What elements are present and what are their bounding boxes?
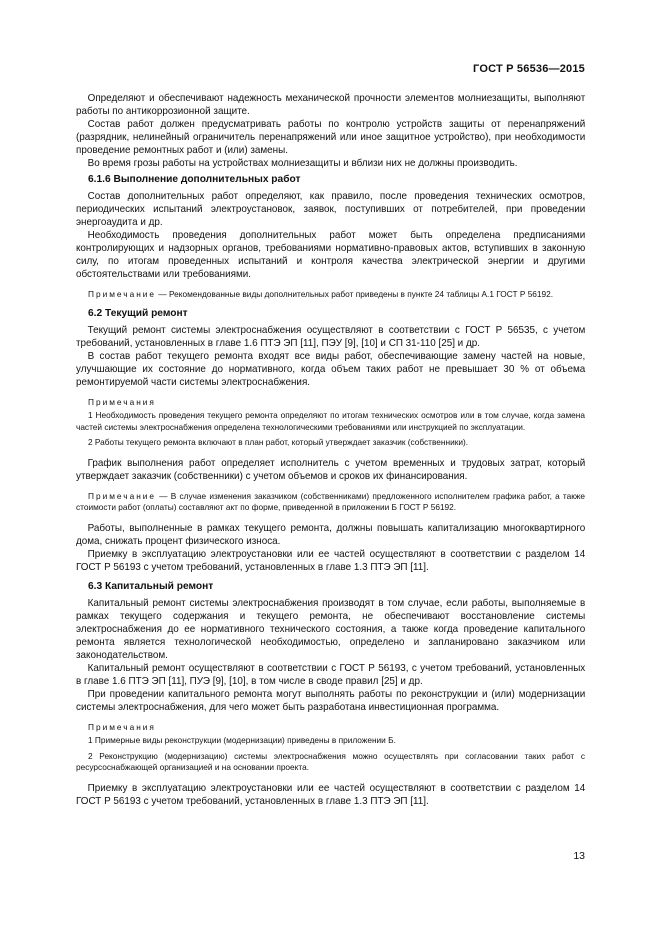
note-item: 2 Реконструкцию (модернизацию) системы электроснабжения можно осуществлять при согласовании таких работ с ресурсоснабжающей организацией и на основании проекта. bbox=[76, 750, 585, 772]
paragraph: Необходимость проведения дополнительных работ может быть определена предписаниями контролирующих и надзорных органов, требованиями нормативно-правовых актов, вступивших в законную силу, по итогам проведенных испытаний и контроля качества электрической энергии и другими обстоятельствами или требованиями. bbox=[76, 230, 586, 280]
note bbox=[76, 491, 585, 514]
note-item: 1 Примерные виды реконструкции (модернизации) приведены в приложении Б. bbox=[88, 735, 396, 745]
page-number: 13 bbox=[573, 850, 585, 862]
notes-block bbox=[76, 397, 585, 449]
paragraph: Определяют и обеспечивают надежность механической прочности элементов молниезащиты, выполняют работы по антикоррозионной защите. bbox=[76, 93, 586, 117]
paragraph: Работы, выполненные в рамках текущего ремонта, должны повышать капитализацию многоквартирного дома, снижать процент физического износа. bbox=[76, 522, 586, 547]
paragraph: Капитальный ремонт системы электроснабжения производят в том случае, если работы, выполняемые в рамках текущего содержания и текущего ремонта, не обеспечивают восстановление системы электроснабжения до ее нормативного технического состояния, а также когда проведение капитального ремонта является технологической необходимостью, определено и запланировано заказчиком или законодательством. bbox=[76, 597, 586, 661]
paragraph: График выполнения работ определяет исполнитель с учетом временных и трудовых затрат, который утверждает заказчик (собственники) с учетом объемов и сроков их финансирования. bbox=[76, 457, 586, 482]
document-header-id: ГОСТ Р 56536—2015 bbox=[473, 63, 585, 75]
paragraph: Текущий ремонт системы электроснабжения осуществляют в соответствии с ГОСТ Р 56535, с учетом требований, установленных в главе 1.6 ПТЭ ЭП [11], ПЭУ [9], [10] и СП 31-110 [25] и др. bbox=[76, 324, 586, 349]
paragraph: При проведении капитального ремонта могут выполнять работы по реконструкции и (или) модернизации системы электроснабжения, для чего может быть разработана инвестиционная программа. bbox=[76, 688, 586, 713]
note-text: — В случае изменения заказчиком (собственниками) предложенного исполнителем графика работ, а также стоимости работ (оплаты) составляют акт по форме, приведенной в приложении Б ГОСТ Р 56192. bbox=[76, 490, 585, 512]
document-body bbox=[76, 92, 585, 808]
paragraph: Состав работ должен предусматривать работы по контролю устройств защиты от перенапряжений (разрядник, нелинейный ограничитель перенапряжений или иное защитное устройство), при необходимости проведение ремонтных работ и (или) замены. bbox=[76, 119, 586, 156]
section-heading-6-1-6: 6.1.6 Выполнение дополнительных работ bbox=[88, 174, 301, 185]
paragraph: Приемку в эксплуатацию электроустановки или ее частей осуществляют в соответствии с разделом 14 ГОСТ Р 56193 с учетом требований, установленных в главе 1.3 ПТЭ ЭП [11]. bbox=[76, 782, 586, 807]
paragraph: Состав дополнительных работ определяют, как правило, после проведения технических осмотров, периодических испытаний электроустановок, заявок, поступивших от потребителей, при проведении энергоаудита и др. bbox=[76, 191, 586, 228]
note-item: 2 Работы текущего ремонта включают в план работ, который утверждает заказчик (собственники). bbox=[88, 437, 469, 447]
note-text: — Рекомендованные виды дополнительных работ приведены в пункте 24 таблицы А.1 ГОСТ Р 56192. bbox=[158, 289, 554, 299]
notes-block bbox=[76, 722, 585, 774]
notes-label: Примечания bbox=[88, 721, 156, 732]
paragraph: Капитальный ремонт осуществляют в соответствии с ГОСТ Р 56193, с учетом требований, установленных в главе 1.6 ПТЭ ЭП [11], ПУЭ [9], [10], в том числе в своде правил [25] и др. bbox=[76, 662, 586, 687]
paragraph: В состав работ текущего ремонта входят все виды работ, обеспечивающие замену частей на новые, улучшающие их состояние до нормативного, когда объем таких работ не превышает 30 % от объема ремонтируемой части системы электроснабжения. bbox=[76, 350, 586, 388]
paragraph: Во время грозы работы на устройствах молниезащиты и вблизи них не должны производить. bbox=[87, 158, 518, 169]
note-label: Примечание bbox=[88, 490, 157, 501]
section-heading-6-2: 6.2 Текущий ремонт bbox=[88, 307, 188, 319]
paragraph: Приемку в эксплуатацию электроустановки или ее частей осуществляют в соответствии с разделом 14 ГОСТ Р 56193 с учетом требований, установленных в главе 1.3 ПТЭ ЭП [11]. bbox=[76, 548, 586, 573]
notes-label: Примечания bbox=[88, 396, 156, 407]
note-item: 1 Необходимость проведения текущего ремонта определяют по итогам технических осмотров или в том случае, когда замена частей системы электроснабжения определена технологическими требованиями или инструкцией по эксплуатации. bbox=[76, 410, 585, 432]
section-heading-6-3: 6.3 Капитальный ремонт bbox=[88, 580, 214, 592]
note-label: Примечание bbox=[88, 289, 157, 299]
note bbox=[76, 289, 585, 301]
